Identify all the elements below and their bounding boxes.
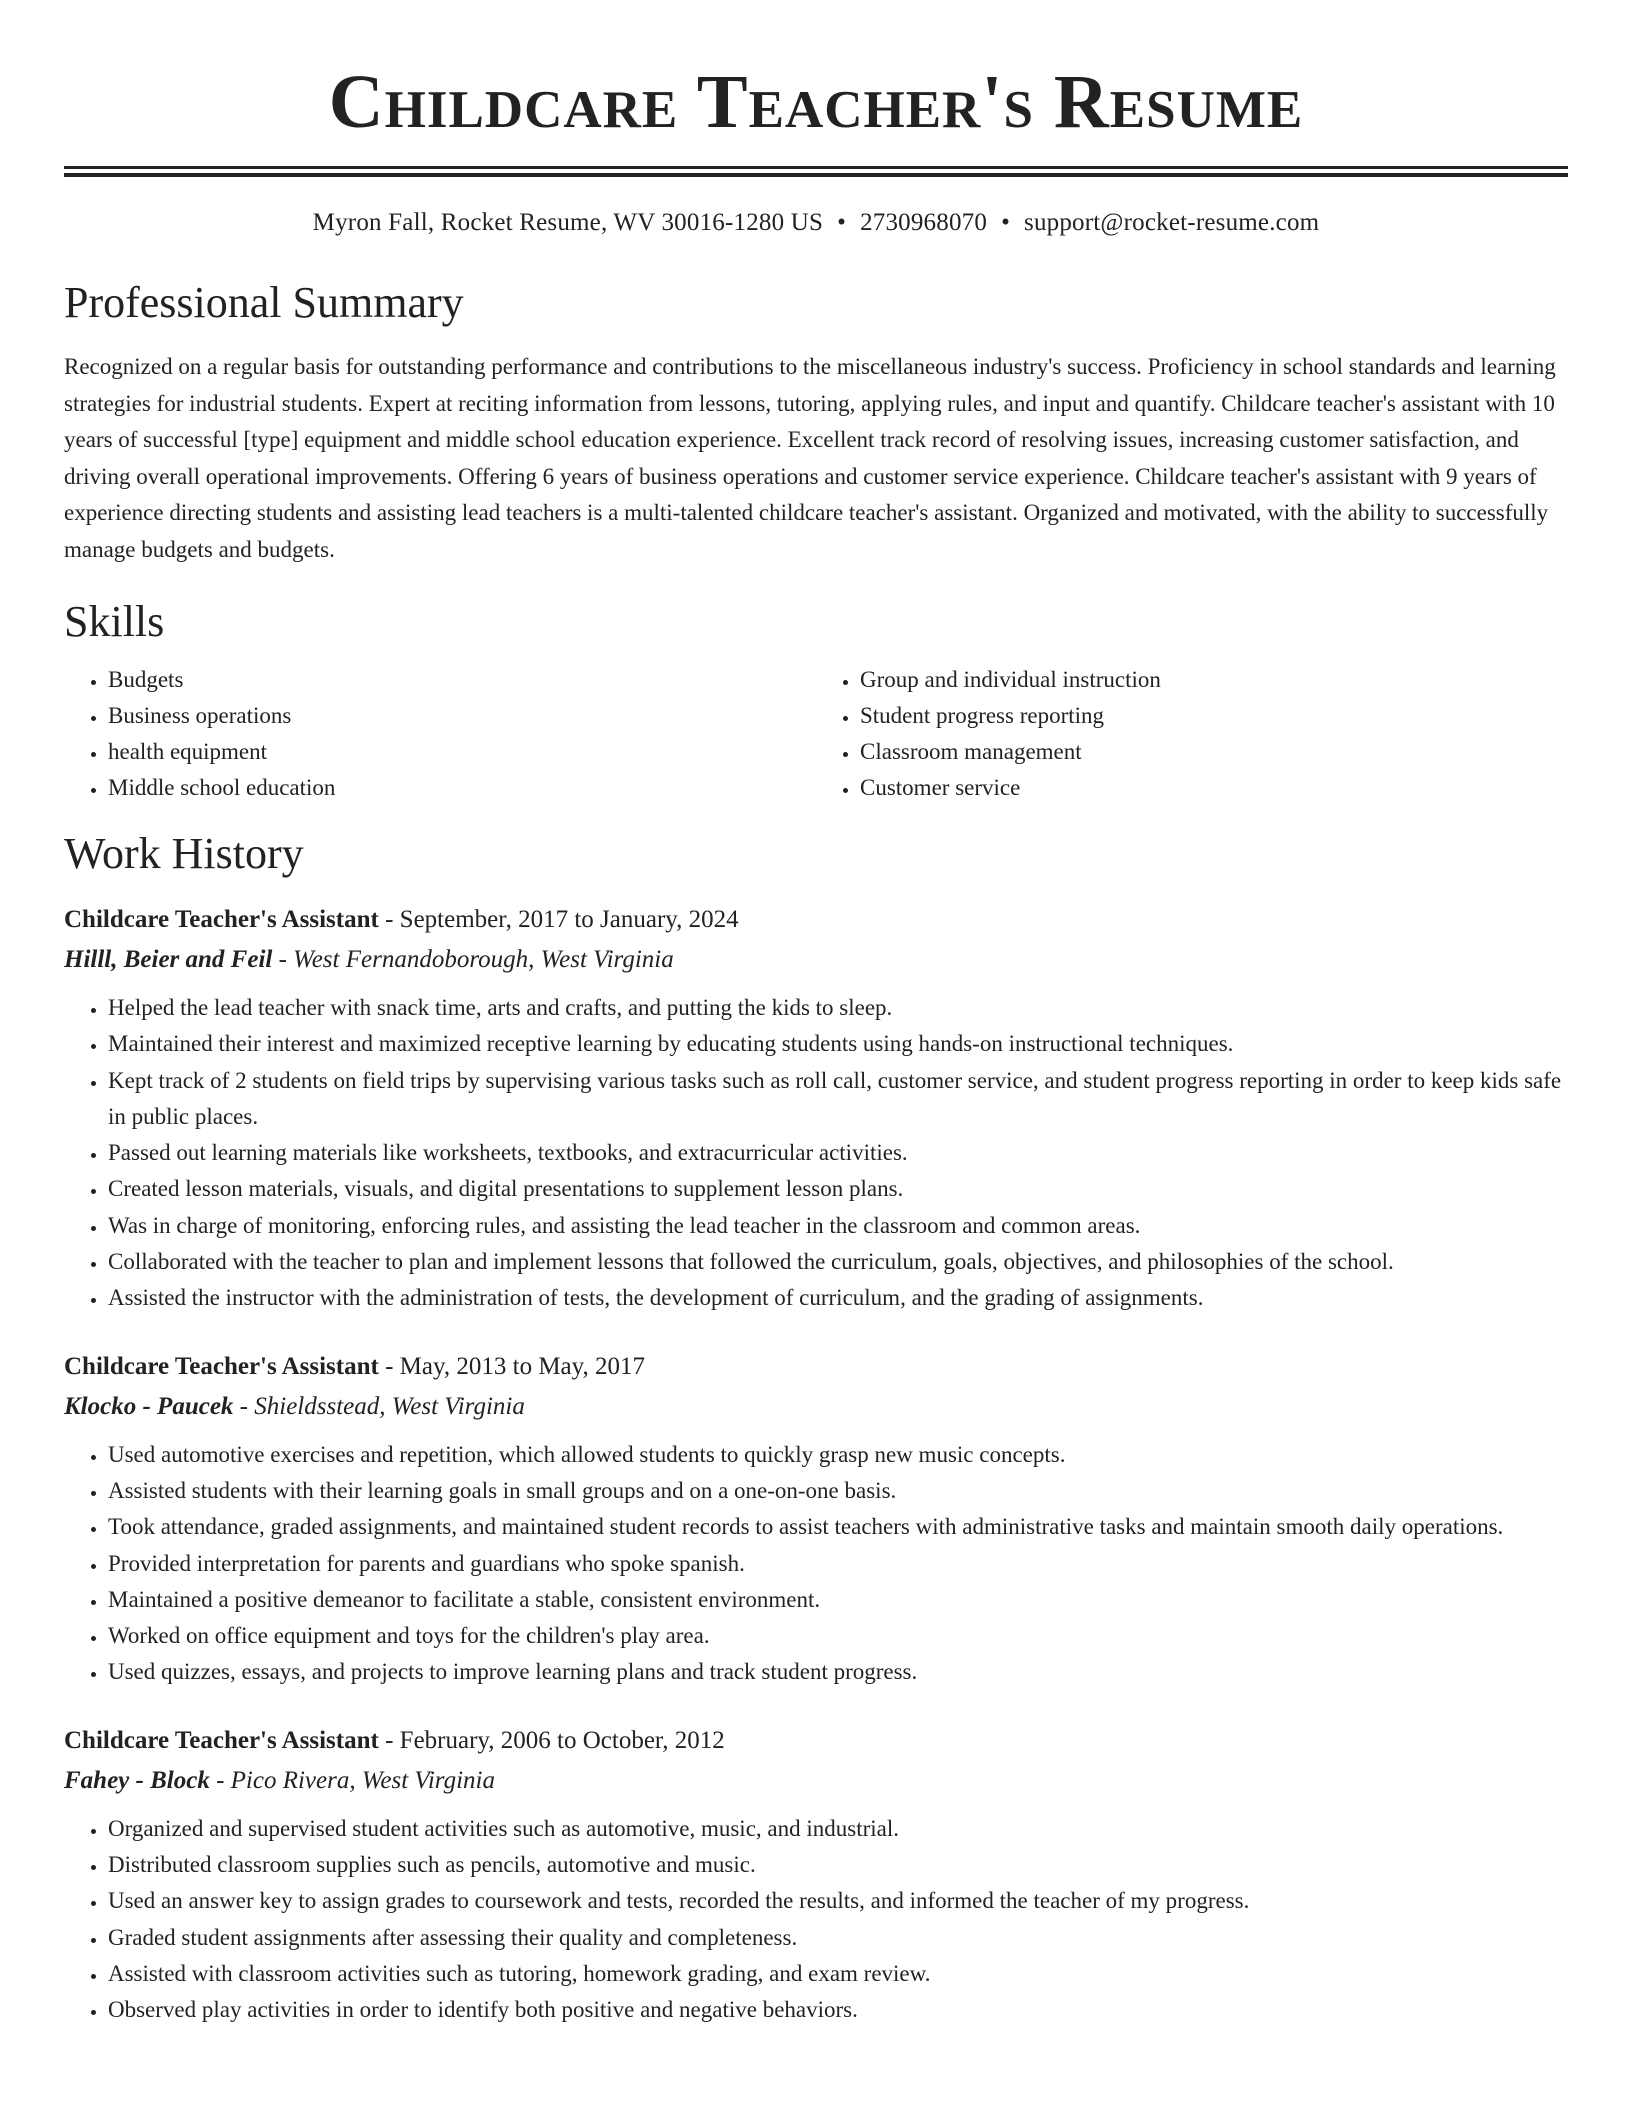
skill-item: • Classroom management <box>860 734 1568 770</box>
skill-item: • Student progress reporting <box>860 698 1568 734</box>
duty-item: • Assisted the instructor with the administration of tests, the development of curriculum, and the grading of assignments. <box>108 1280 1568 1316</box>
duty-item: • Used quizzes, essays, and projects to improve learning plans and track student progress. <box>108 1654 1568 1690</box>
duty-item: • Maintained their interest and maximized receptive learning by educating students using hands-on instructional techniques. <box>108 1026 1568 1062</box>
job-header <box>64 900 1568 940</box>
job-duties <box>64 990 1568 1317</box>
job-duties <box>64 1437 1568 1691</box>
duty-item: • Kept track of 2 students on field trips by supervising various tasks such as roll call, customer service, and student progress reporting in order to keep kids safe in public places. <box>108 1063 1568 1136</box>
job-company: Hilll, Beier and Feil <box>64 946 273 973</box>
job-employer <box>64 1387 1568 1427</box>
job-header <box>64 1721 1568 1761</box>
skill-item: • Customer service <box>860 770 1568 806</box>
duty-item: • Took attendance, graded assignments, and maintained student records to assist teachers with administrative tasks and maintain smooth daily operations. <box>108 1509 1568 1545</box>
job-entry <box>64 1347 1568 1691</box>
duty-item: • Was in charge of monitoring, enforcing rules, and assisting the lead teacher in the classroom and common areas. <box>108 1208 1568 1244</box>
job-entry <box>64 900 1568 1317</box>
summary-text: Recognized on a regular basis for outstanding performance and contributions to the miscellaneous industry's success. Proficiency in school standards and learning strategies for industrial students. Expert at reciting information from lessons, tutoring, applying rules, and input and quantify. Childcare teacher's assistant with 10 years of successful [type] equipment and middle school education experience. Excellent track record of resolving issues, increasing customer satisfaction, and driving overall operational improvements. Offering 6 years of business operations and customer service experience. Childcare teacher's assistant with 9 years of experience directing students and assisting lead teachers is a multi-talented childcare teacher's assistant. Organized and motivated, with the ability to successfully manage budgets and budgets. <box>64 354 1556 562</box>
skills-column-left <box>64 662 816 806</box>
job-company: Fahey - Block <box>64 1766 210 1794</box>
duty-item: • Passed out learning materials like worksheets, textbooks, and extracurricular activities. <box>108 1135 1568 1171</box>
skills-heading: Skills <box>64 597 165 646</box>
job-dates: - September, 2017 to January, 2024 <box>378 906 739 933</box>
skills-column-right <box>816 662 1568 806</box>
duty-item: • Graded student assignments after assessing their quality and completeness. <box>108 1920 1568 1956</box>
duty-item: • Used an answer key to assign grades to coursework and tests, recorded the results, and informed the teacher of my progress. <box>108 1883 1568 1919</box>
duty-item: • Maintained a positive demeanor to facilitate a stable, consistent environment. <box>108 1582 1568 1618</box>
job-duties <box>64 1811 1568 2029</box>
work-history-heading: Work History <box>64 829 304 878</box>
duty-item: • Distributed classroom supplies such as pencils, automotive and music. <box>108 1847 1568 1883</box>
skill-item: • Group and individual instruction <box>860 662 1568 698</box>
duty-item: • Observed play activities in order to identify both positive and negative behaviors. <box>108 1992 1568 2028</box>
duty-item: • Used automotive exercises and repetition, which allowed students to quickly grasp new music concepts. <box>108 1437 1568 1473</box>
duty-item: • Assisted students with their learning goals in small groups and on a one-on-one basis. <box>108 1473 1568 1509</box>
skill-item: • Budgets <box>108 662 816 698</box>
job-header <box>64 1347 1568 1387</box>
contact-separator: • <box>1001 209 1011 236</box>
duty-item: • Worked on office equipment and toys for the children's play area. <box>108 1618 1568 1654</box>
job-title: Childcare Teacher's Assistant <box>64 1726 379 1754</box>
duty-item: • Created lesson materials, visuals, and digital presentations to supplement lesson plans. <box>108 1171 1568 1207</box>
job-dates: - May, 2013 to May, 2017 <box>378 1352 646 1380</box>
job-entry <box>64 1721 1568 2029</box>
job-company: Klocko - Paucek <box>64 1392 234 1420</box>
job-employer <box>64 1761 1568 1801</box>
job-location: - Pico Rivera, West Virginia <box>209 1766 495 1794</box>
contact-phone: 2730968070 <box>860 209 988 236</box>
job-location: - West Fernandoborough, West Virginia <box>272 946 674 973</box>
title-divider <box>64 166 1568 177</box>
contact-email: support@rocket-resume.com <box>1024 209 1320 236</box>
resume-title: Childcare Teacher's Resume <box>328 60 1304 144</box>
contact-line <box>64 207 1568 239</box>
duty-item: • Helped the lead teacher with snack time, arts and crafts, and putting the kids to sleep. <box>108 990 1568 1026</box>
job-employer <box>64 940 1568 980</box>
duty-item: • Collaborated with the teacher to plan and implement lessons that followed the curriculum, goals, objectives, and philosophies of the school. <box>108 1244 1568 1280</box>
job-title: Childcare Teacher's Assistant <box>64 1352 379 1380</box>
skill-item: • health equipment <box>108 734 816 770</box>
duty-item: • Assisted with classroom activities such as tutoring, homework grading, and exam review. <box>108 1956 1568 1992</box>
duty-item: • Organized and supervised student activities such as automotive, music, and industrial. <box>108 1811 1568 1847</box>
contact-address: Myron Fall, Rocket Resume, WV 30016-1280 US <box>312 209 824 236</box>
skill-item: • Business operations <box>108 698 816 734</box>
skills-grid <box>64 662 1568 806</box>
contact-separator: • <box>837 209 847 236</box>
job-title: Childcare Teacher's Assistant <box>64 906 379 933</box>
job-dates: - February, 2006 to October, 2012 <box>378 1726 725 1754</box>
summary-heading: Professional Summary <box>64 278 464 327</box>
duty-item: • Provided interpretation for parents and guardians who spoke spanish. <box>108 1546 1568 1582</box>
job-location: - Shieldsstead, West Virginia <box>233 1392 525 1420</box>
skill-item: • Middle school education <box>108 770 816 806</box>
